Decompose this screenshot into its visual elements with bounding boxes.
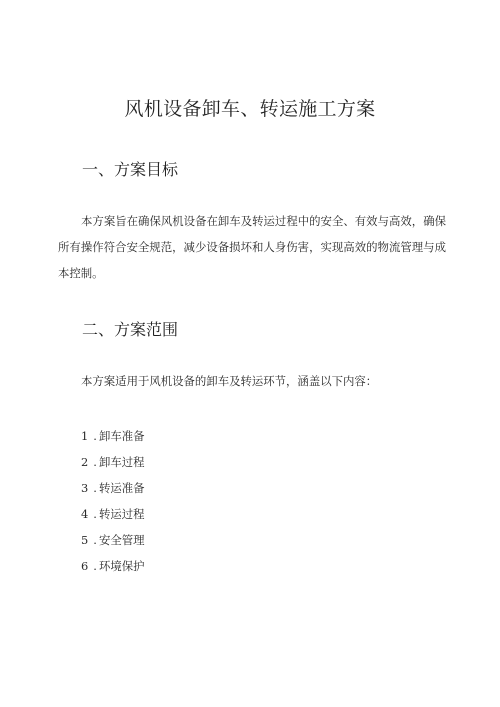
goals-paragraph: 本方案旨在确保风机设备在卸车及转运过程中的安全、有效与高效，确保所有操作符合安全规范，减少设备损坏和人身伤害，实现高效的物流管理与成本控制。 [58,214,446,280]
list-item-separator: . [93,481,97,495]
list-item [81,553,145,579]
list-item [81,527,145,553]
list-item [81,449,145,475]
list-item [81,423,145,449]
list-item-number: 4 [81,507,89,521]
list-item-separator: . [93,533,97,547]
list-item-separator: . [93,559,97,573]
list-item-number: 3 [81,481,89,495]
list-item-number: 5 [81,533,89,547]
section-heading-goals: 一、方案目标 [82,160,179,179]
scope-intro: 本方案适用于风机设备的卸车及转运环节，涵盖以下内容： [81,374,378,388]
section-heading-scope: 二、方案范围 [82,320,179,339]
list-item [81,475,145,501]
list-item-separator: . [93,507,97,521]
list-item-label: 环境保护 [99,559,145,573]
list-item-label: 卸车准备 [99,429,145,443]
list-item-label: 卸车过程 [99,455,145,469]
scope-list [81,423,145,579]
list-item-separator: . [93,455,97,469]
document-title: 风机设备卸车、转运施工方案 [124,98,376,120]
list-item-label: 转运准备 [99,481,145,495]
list-item-number: 1 [81,429,89,443]
list-item [81,501,145,527]
list-item-number: 2 [81,455,89,469]
list-item-separator: . [93,429,97,443]
list-item-label: 转运过程 [99,507,145,521]
list-item-label: 安全管理 [99,533,145,547]
list-item-number: 6 [81,559,89,573]
